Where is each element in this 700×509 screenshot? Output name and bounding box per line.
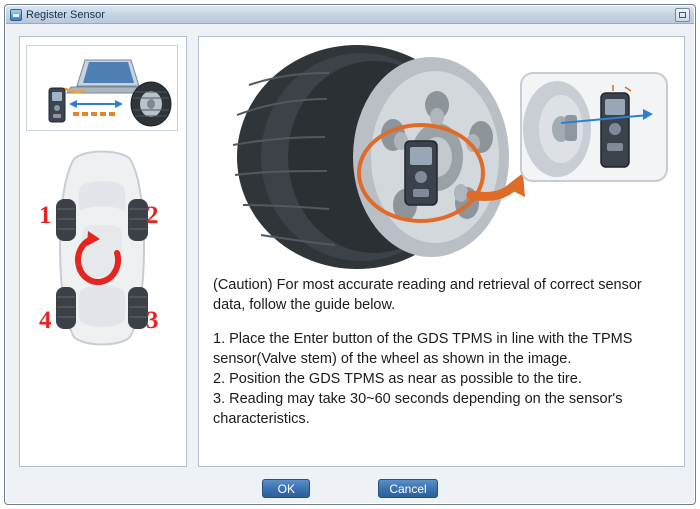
tool-illustration-svg	[27, 46, 177, 130]
caution-text: (Caution) For most accurate reading and retrieval of correct sensor data, follow the guide below.	[213, 277, 642, 313]
car-top-view-diagram	[26, 141, 178, 353]
window-content	[6, 24, 694, 503]
left-illustration-pane	[19, 36, 187, 467]
step-3: 3. Reading may take 30~60 seconds depending on the sensor's characteristics.	[213, 391, 623, 427]
tpms-tool-closeup-inset	[521, 73, 667, 181]
cancel-button[interactable]: Cancel	[378, 479, 437, 498]
restore-window-icon[interactable]	[675, 8, 690, 22]
restore-glyph	[679, 12, 686, 18]
ok-button[interactable]: OK	[262, 479, 310, 498]
right-instruction-pane	[198, 36, 685, 467]
wheel-label-2: 2	[146, 202, 159, 229]
instruction-text	[213, 275, 668, 429]
window-controls	[675, 8, 690, 22]
step-1: 1. Place the Enter button of the GDS TPMS in line with the TPMS sensor(Valve stem) of the wheel as shown in the image.	[213, 331, 633, 367]
tire-photo-svg	[209, 45, 675, 270]
text-gap	[213, 315, 668, 329]
window-titlebar[interactable]	[6, 6, 694, 24]
wheel-label-3: 3	[146, 307, 159, 334]
sensor-window-icon	[10, 9, 22, 21]
tire-sensor-photo	[209, 45, 675, 270]
step-2: 2. Position the GDS TPMS as near as possible to the tire.	[213, 371, 582, 387]
wheel-label-4: 4	[39, 307, 52, 334]
wheel-label-1: 1	[39, 202, 52, 229]
laptop-tool-tire-illustration	[26, 45, 178, 131]
window-title: Register Sensor	[26, 8, 105, 21]
dialog-footer	[6, 479, 694, 498]
register-sensor-window	[4, 4, 696, 505]
